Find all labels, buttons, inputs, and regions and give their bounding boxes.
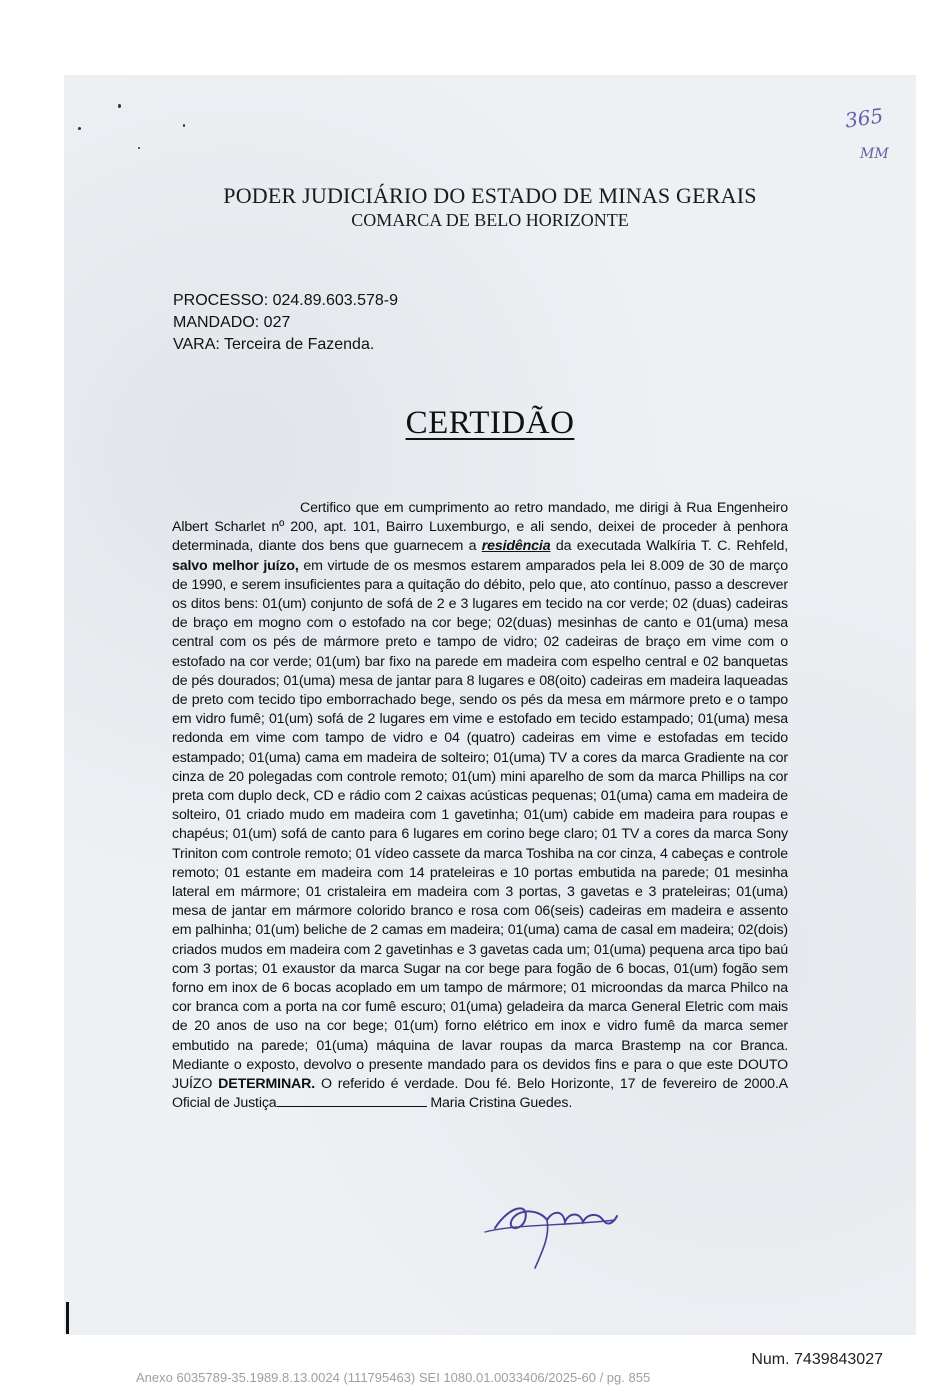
body-text-part: em virtude de os mesmos estarem amparados pela lei 8.009 de 30 de março de 1990, e serem insuficientes para a quitação do débito, pelo que, ato contínuo, passo a descrever os ditos bens: 01(um) conjunto de sofá de 2 e 3 lugares em tecido na cor verde; 02 (duas) cadeiras de braço em mogno com o estofado na cor bege; 02(duas) mesinhas de canto e 01(uma) mesa central com os pés de mármore preto e tampo de vidro; 02 cadeiras de braço em vime com o estofado na cor verde; 01(um) bar fixo na parede em madeira com espelho central e 02 banquetas de pés dourados; 01(uma) mesa de jantar para 8 lugares e 08(oito) cadeiras em madeira laqueadas de preto com tecido tipo emborrachado bege, sendo os pés da mesa em mármore preto e o tampo em vidro fumê; 01(um) sofá de 2 lugares em vime e estofado em tecido estampado; 01(uma) mesa redonda em vime com tampo de vidro e 04 (quatro) cadeiras em vime e estofadas em tecido estampado; 01(uma) cama em madeira de solteiro; 01(uma) TV a cores da marca Gradiente na cor cinza de 20 polegadas com controle remoto; 01(um) mini aparelho de som da marca Phillips na cor preta com duplo deck, CD e rádio com 2 caixas acústicas pequenas; 01(uma) cama em madeira de solteiro, 01 criado mudo em madeira com 1 gavetinha; 01(um) cabide em madeira para roupas e chapéus; 01(um) sofá de canto para 6 lugares em corino bege claro; 01 TV a cores da marca Sony Triniton com controle remoto; 01 vídeo cassete da marca Toshiba na cor cinza, 4 cabeças e controle remoto; 01 estante em madeira com 14 prateleiras e 10 portas embutida na parede; 01 mesinha lateral em mármore; 01 cristaleira em madeira com 3 portas, 3 gavetas e 3 prateleiras; 01(uma) mesa de jantar em mármore colorido branco e rosa com 06(seis) cadeiras em madeira e assento em palhinha; 01(um) beliche de 2 camas em madeira; 01(uma) cama de casal em madeira; 02(dois) criados mudos em madeira com 2 gavetinhas e 3 gavetas cada um; 01(uma) pequena arca tipo baú com 3 portas; 01 exaustor da marca Sugar na cor bege para fogão de 6 bocas, 01(um) fogão sem forno em inox de 6 bocas acoplado em um tampo de mármore; 01 microondas da marca Philco na cor branca com a porta na cor fumê escuro; 01(uma) geladeira da marca General Eletric com mais de 20 anos de uso na cor bege; 01(um) forno elétrico em inox e vidro fumê da marca semer embutido na parede; 01(uma) máquina de lavar roupas da marca Brastemp na cor Branca. Mediante o exposto, devolvo o presente mandado para os devidos fins e para o que este DOUTO JUÍZO bbox=[172, 557, 788, 1093]
handwritten-number: 365 bbox=[843, 103, 885, 133]
court-subtitle: COMARCA DE BELO HORIZONTE bbox=[351, 210, 629, 230]
annex-reference: Anexo 6035789-35.1989.8.13.0024 (111795463) SEI 1080.01.0033406/2025-60 / pg. 855 bbox=[136, 1370, 651, 1385]
scan-speck bbox=[118, 104, 121, 108]
mandado-line: MANDADO: 027 bbox=[173, 314, 291, 331]
handwritten-page-number bbox=[840, 103, 900, 166]
scan-speck bbox=[138, 147, 140, 149]
body-text-part: Certifico que em cumprimento ao retro mandado, me dirigi à Rua Engenheiro Albert Scharlet nº 200, apt. 101, Bairro Luxemburgo, e ali sendo, deixei de proceder à penhora determinada, diante dos bens que guarnecem a bbox=[172, 500, 788, 555]
salvo-emphasis: salvo melhor juízo, bbox=[172, 557, 299, 574]
vara-line: VARA: Terceira de Fazenda. bbox=[173, 336, 375, 353]
body-text-part: O referido é verdade. Dou fé. Belo Horizonte, 17 de fevereiro de 2000.A Oficial de Justiça bbox=[172, 1076, 788, 1112]
scan-speck bbox=[78, 127, 81, 130]
handwritten-initials: MM bbox=[860, 146, 889, 162]
officer-name: Maria Cristina Guedes. bbox=[430, 1095, 573, 1112]
body-text-part: da executada Walkíria T. C. Rehfeld, bbox=[550, 538, 788, 555]
residencia-emphasis: residência bbox=[481, 538, 551, 555]
scan-edge-mark bbox=[66, 1302, 69, 1334]
court-title: PODER JUDICIÁRIO DO ESTADO DE MINAS GERAIS bbox=[223, 183, 757, 208]
certificate-body bbox=[172, 499, 788, 1114]
processo-line: PROCESSO: 024.89.603.578-9 bbox=[173, 292, 399, 309]
document-number: Num. 7439843027 bbox=[751, 1351, 883, 1368]
signature-line bbox=[277, 1094, 427, 1107]
handwritten-signature bbox=[455, 1180, 655, 1270]
scan-speck bbox=[183, 124, 185, 127]
determinar-emphasis: DETERMINAR. bbox=[218, 1076, 316, 1093]
document-title: CERTIDÃO bbox=[405, 405, 575, 441]
